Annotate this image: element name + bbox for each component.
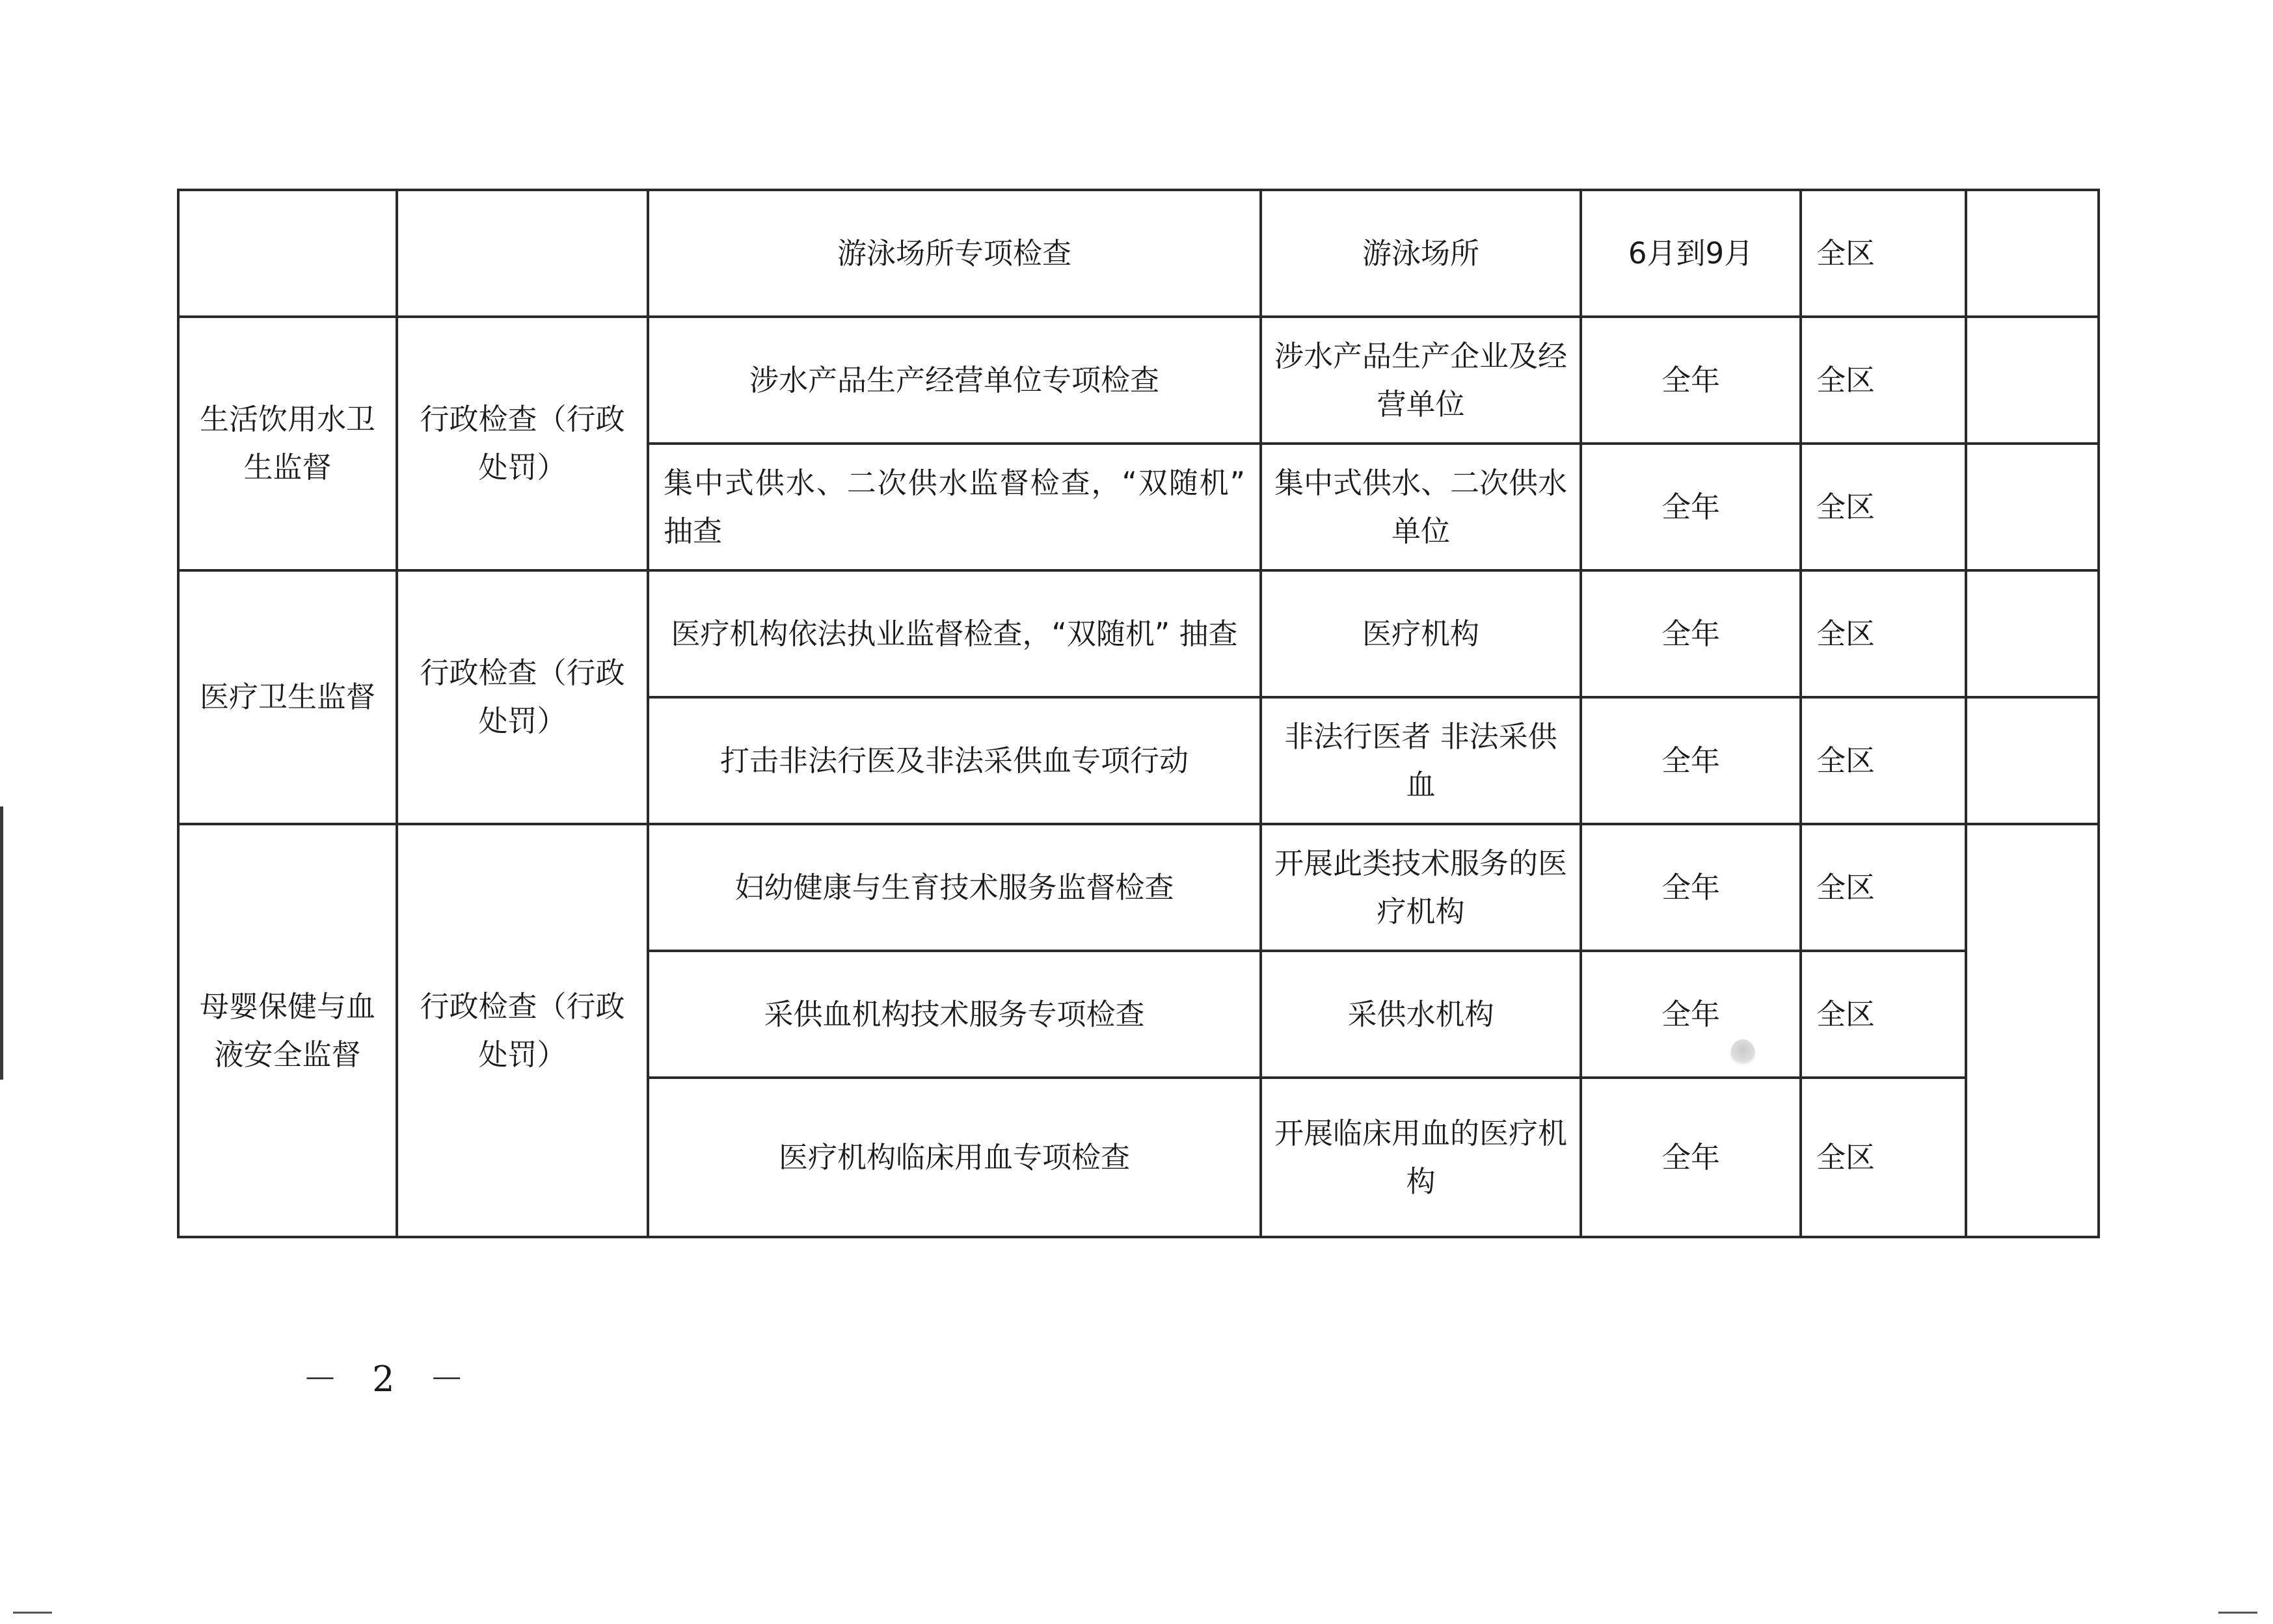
remark-cell [1966,824,2099,1237]
remark-cell [1966,317,2099,444]
target-cell: 涉水产品生产企业及经营单位 [1261,317,1581,444]
time-cell: 全年 [1581,697,1801,824]
category-cell [178,190,397,317]
scope-cell: 全区 [1801,697,1966,824]
time-cell: 全年 [1581,317,1801,444]
scope-cell: 全区 [1801,570,1966,697]
time-cell: 全年 [1581,824,1801,951]
target-cell: 医疗机构 [1261,570,1581,697]
time-cell: 全年 [1581,444,1801,570]
time-cell: 全年 [1581,951,1801,1078]
method-cell: 行政检查（行政处罚） [397,570,648,824]
scope-cell: 全区 [1801,824,1966,951]
target-cell: 开展此类技术服务的医疗机构 [1261,824,1581,951]
time-cell: 全年 [1581,1078,1801,1237]
method-cell [397,190,648,317]
time-cell: 全年 [1581,570,1801,697]
scope-cell: 全区 [1801,317,1966,444]
item-cell: 打击非法行医及非法采供血专项行动 [648,697,1261,824]
table-row [178,190,2099,317]
scope-cell: 全区 [1801,190,1966,317]
scope-cell: 全区 [1801,444,1966,570]
target-cell: 集中式供水、二次供水单位 [1261,444,1581,570]
target-cell: 非法行医者 非法采供血 [1261,697,1581,824]
inspection-plan-table [177,189,2100,1238]
scope-cell: 全区 [1801,951,1966,1078]
item-cell: 医疗机构临床用血专项检查 [648,1078,1261,1237]
item-cell: 集中式供水、二次供水监督检查，“双随机” 抽查 [648,444,1261,570]
time-cell: 6月到9月 [1581,190,1801,317]
item-cell: 医疗机构依法执业监督检查，“双随机” 抽查 [648,570,1261,697]
scan-edge-mark [2218,1612,2257,1614]
method-cell: 行政检查（行政处罚） [397,317,648,570]
target-cell: 游泳场所 [1261,190,1581,317]
scan-edge-mark [0,806,3,1080]
category-cell: 母婴保健与血液安全监督 [178,824,397,1237]
table-row [178,317,2099,444]
scan-edge-mark [13,1612,52,1614]
target-cell: 开展临床用血的医疗机构 [1261,1078,1581,1237]
remark-cell [1966,444,2099,570]
item-cell: 游泳场所专项检查 [648,190,1261,317]
remark-cell [1966,190,2099,317]
remark-cell [1966,697,2099,824]
scan-stain [1730,1039,1755,1067]
item-cell: 涉水产品生产经营单位专项检查 [648,317,1261,444]
remark-cell [1966,570,2099,697]
item-cell: 妇幼健康与生育技术服务监督检查 [648,824,1261,951]
target-cell: 采供水机构 [1261,951,1581,1078]
item-cell: 采供血机构技术服务专项检查 [648,951,1261,1078]
category-cell: 医疗卫生监督 [178,570,397,824]
table-row [178,824,2099,951]
table-row [178,570,2099,697]
category-cell: 生活饮用水卫生监督 [178,317,397,570]
method-cell: 行政检查（行政处罚） [397,824,648,1237]
page-number: － 2 － [303,1359,476,1400]
scope-cell: 全区 [1801,1078,1966,1237]
